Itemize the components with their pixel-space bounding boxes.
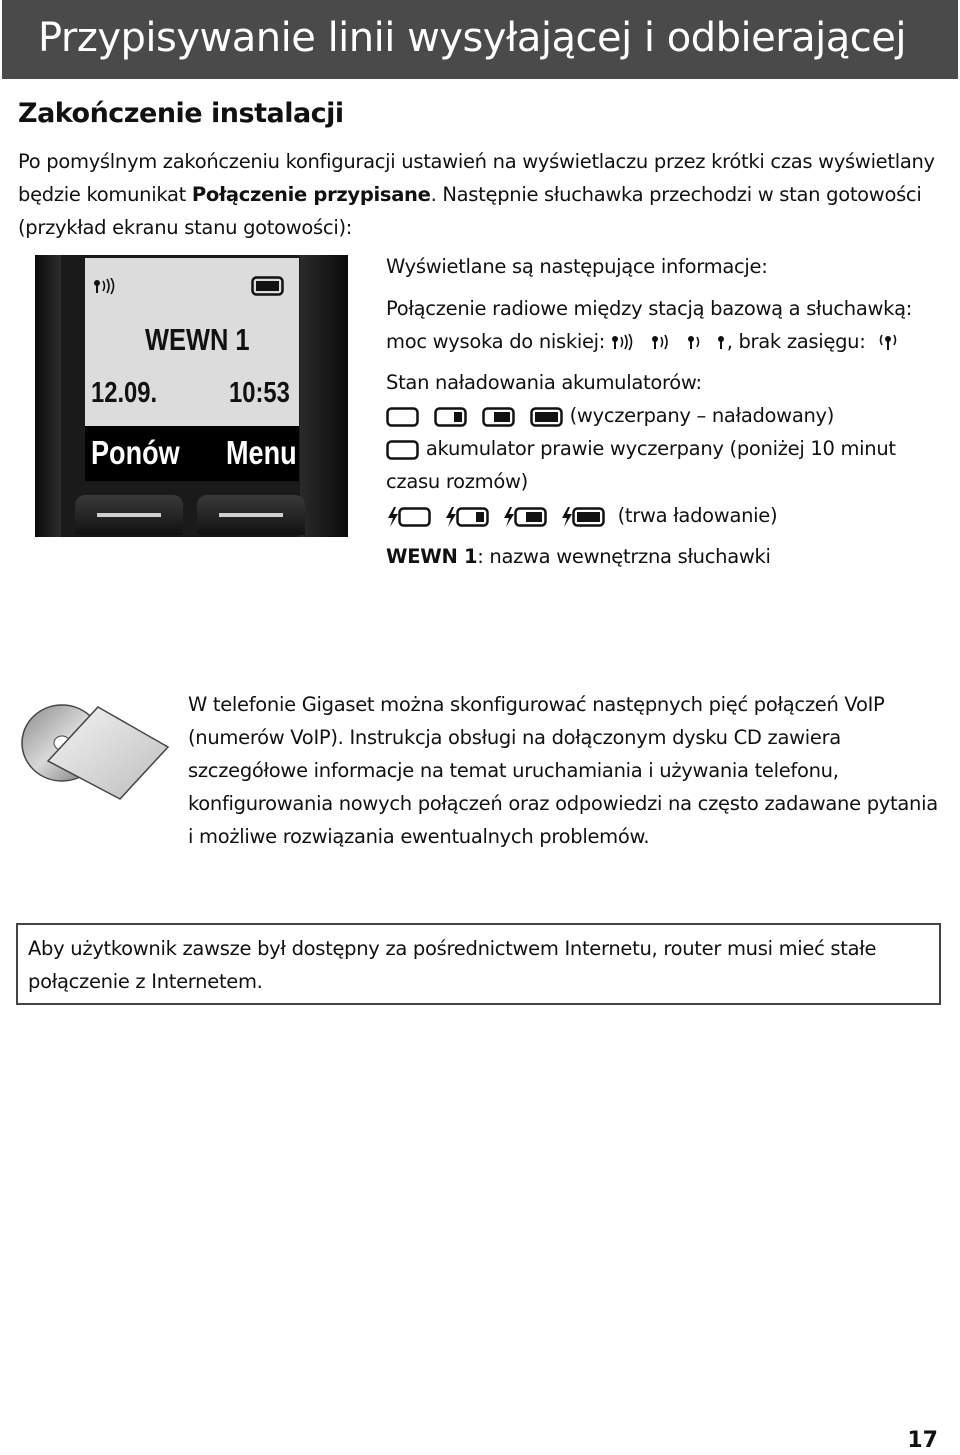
battery-one-third-icon xyxy=(434,407,468,427)
cd-icon xyxy=(20,695,170,805)
radio-range-text: moc wysoka do niskiej: xyxy=(386,330,606,353)
cd-note: W telefonie Gigaset można skonfigurować następnych pięć połączeń VoIP (numerów VoIP). Instrukcja obsługi na dołączonym dysku CD zawiera szczegółowe informacje na temat uruchamiania i używania telefonu, konfigurowania nowych połączeń oraz odpowiedzi na często zadawane pytania i możliwe rozwiązania ewentualnych problemów. xyxy=(188,693,938,848)
softkey-right-label: Menu xyxy=(226,434,297,471)
charging-full-icon xyxy=(560,506,606,528)
battery-range-text: (wyczerpany – naładowany) xyxy=(569,404,835,427)
page-title: Przypisywanie linii wysyłającej i odbierającej xyxy=(38,15,907,61)
handset-edge-right xyxy=(300,255,348,537)
intro-paragraph xyxy=(18,145,953,244)
handset-name: WEWN 1 xyxy=(145,322,250,357)
signal-low-icon xyxy=(687,334,705,352)
battery-low-text: akumulator prawie wyczerpany (poniżej 10 minut xyxy=(425,437,896,460)
page-header xyxy=(2,0,958,79)
battery-two-thirds-icon xyxy=(482,407,516,427)
no-range-text: , brak zasięgu: xyxy=(726,330,866,353)
handset-edge-left xyxy=(35,255,61,537)
right-softkey xyxy=(197,495,305,535)
display-date: 12.09. xyxy=(91,377,158,409)
softkeys xyxy=(75,487,305,537)
battery-range-line xyxy=(386,399,834,432)
signal-icon xyxy=(93,278,119,296)
left-softkey xyxy=(75,495,183,535)
charging-empty-icon xyxy=(386,506,432,528)
intro-bold: Połączenie przypisane xyxy=(191,183,431,206)
handset-illustration xyxy=(35,255,348,537)
battery-icon xyxy=(251,276,285,296)
radio-range-line xyxy=(386,325,899,358)
charging-two-thirds-icon xyxy=(502,506,548,528)
battery-low-text-2: czasu rozmów) xyxy=(386,470,528,493)
handset-name-desc: : nazwa wewnętrzna słuchawki xyxy=(477,545,771,568)
radio-label: Połączenie radiowe między stacją bazową a słuchawką: xyxy=(386,297,913,320)
signal-none-icon xyxy=(717,334,727,352)
battery-label: Stan naładowania akumulatorów: xyxy=(386,371,702,394)
charging-text: (trwa ładowanie) xyxy=(617,504,778,527)
battery-empty-icon xyxy=(386,407,420,427)
battery-low-line xyxy=(386,432,896,465)
info-heading: Wyświetlane są następujące informacje: xyxy=(386,255,768,278)
intro-text-1: Po pomyślnym zakończeniu konfiguracji ustawień na wyświetlaczu przez krótki czas wyświetlany będzie komunikat xyxy=(18,150,935,206)
signal-medium-icon xyxy=(651,334,673,352)
intro-text-2: . Następnie słuchawka przechodzi w stan gotowości (przykład ekranu stanu gotowości): xyxy=(18,183,922,239)
battery-full-icon xyxy=(530,407,564,427)
handset-name-bold: WEWN 1 xyxy=(386,545,478,568)
note-box xyxy=(16,923,941,1005)
display-time: 10:53 xyxy=(229,377,290,409)
softkey-left-label: Ponów xyxy=(91,434,180,471)
charging-one-third-icon xyxy=(444,506,490,528)
section-title: Zakończenie instalacji xyxy=(18,98,344,129)
signal-full-icon xyxy=(611,334,637,352)
handset-display xyxy=(85,258,299,481)
handset-name-line xyxy=(386,540,771,573)
no-signal-icon xyxy=(877,333,899,353)
charging-line xyxy=(386,499,777,532)
note-text: Aby użytkownik zawsze był dostępny za pośrednictwem Internetu, router musi mieć stałe połączenie z Internetem. xyxy=(28,937,877,993)
battery-low-icon xyxy=(386,440,420,460)
page-number: 17 xyxy=(907,1428,938,1453)
